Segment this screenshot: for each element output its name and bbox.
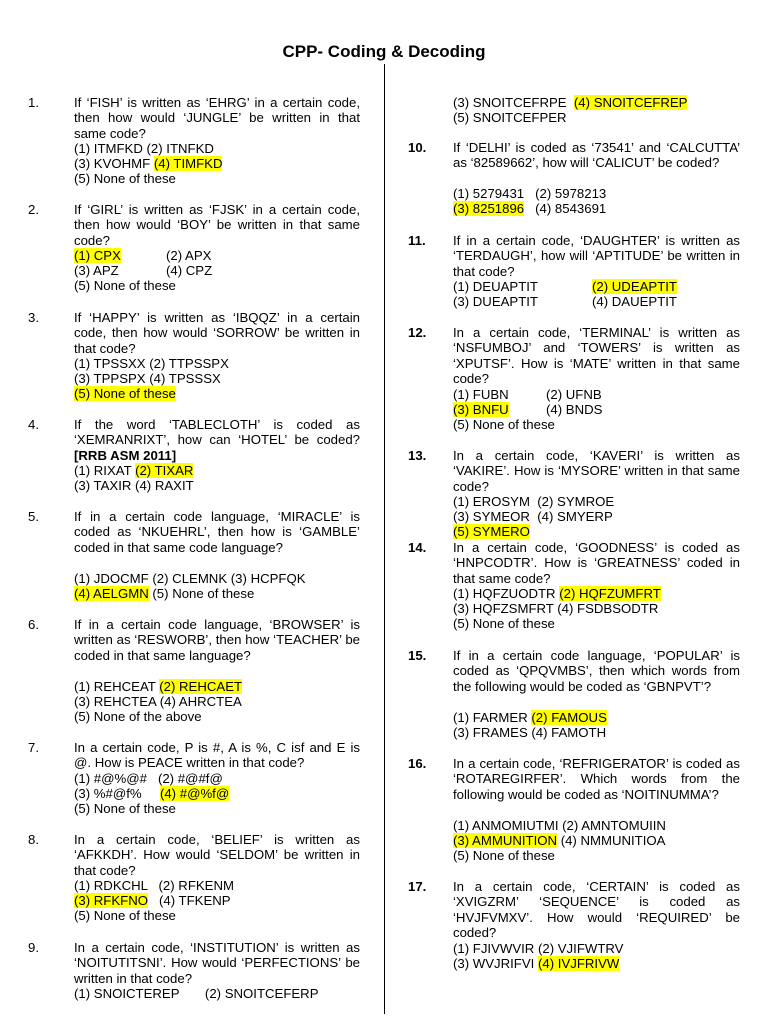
option-line: (4) BNDS [546,402,603,417]
answer-highlight: (3) AMMUNITION [453,833,558,848]
answer-highlight: (2) TIXAR [135,463,194,478]
option-line: (5) None of these [74,171,176,186]
answer-highlight: (4) AELGMN [74,586,149,601]
option-text: (4) TFKENP [148,893,231,908]
option-line: (1) #@%@# (2) #@#f@ [74,771,223,786]
option-line: (5) None of these [74,908,176,923]
page-title: CPP- Coding & Decoding [282,42,486,61]
question-stem: In a certain code, ‘TERMINAL’ is written as ‘NSFUMBOJ’ and ‘TOWERS’ is written as ‘XPUTSF’. How is ‘MATE’ written in that same code? [453,325,740,387]
option-line: (1) RDKCHL (2) RFKENM [74,878,234,893]
option-line: (3) APZ [74,263,119,278]
option-text: (3) %#@f% [74,786,160,801]
option-line [592,279,677,294]
answer-highlight: (5) None of these [74,386,176,401]
option-line [74,786,229,801]
option-text: (3) WVJRIFVI [453,956,538,971]
answer-highlight: (5) SYMERO [453,524,530,539]
option-text: (1) FARMER [453,710,532,725]
answer-highlight: (2) FAMOUS [531,710,607,725]
option-line [74,248,121,263]
question-number: 11. [408,233,426,248]
option-line: (1) EROSYM (2) SYMROE [453,494,615,509]
question-stem: If in a certain code language, ‘BROWSER’ is written as ‘RESWORB’, then how ‘TEACHER’ be coded in that same language? [74,617,360,663]
question-number: 16. [408,756,427,771]
option-line [453,402,509,417]
option-line [74,156,222,171]
question-stem: If in a certain code language, ‘POPULAR’ is coded as ‘QPQVMBS’, then which words from the following would be coded as ‘GBNPVT’? [453,648,740,694]
question-number: 1. [28,95,39,110]
option-line: (3) SYMEOR (4) SMYERP [453,509,613,524]
option-text: (1) REHCEAT [74,679,160,694]
option-text: (5) None of these [148,586,255,601]
option-line: (1) ITMFKD (2) ITNFKD [74,141,214,156]
option-line: (5) None of these [453,616,555,631]
question-stem: In a certain code, ‘REFRIGERATOR’ is coded as ‘ROTAREGIRFER’. Which words from the following would be coded as ‘NOITINUMMA’? [453,756,740,802]
answer-highlight: (3) BNFU [453,402,509,417]
question-number: 5. [28,509,39,524]
option-line [74,679,242,694]
option-line [453,95,687,110]
question-number: 6. [28,617,39,632]
question-stem: If ‘HAPPY’ is written as ‘IBQQZ’ in a certain code, then how would ‘SORROW’ be written in that code? [74,310,360,356]
answer-highlight: (2) REHCAET [159,679,243,694]
option-line: (5) None of these [74,801,176,816]
question-stem: In a certain code, ‘CERTAIN’ is coded as ‘XVIGZRM’ ‘SEQUENCE’ is coded as ‘HVJFVMXV’. How would ‘REQUIRED’ be coded? [453,879,740,941]
question-stem: In a certain code, P is #, A is %, C isf and E is @. How is PEACE written in that code? [74,740,360,771]
answer-highlight: (4) TIMFKD [153,156,223,171]
option-line [74,463,193,478]
option-line: (3) REHCTEA (4) AHRCTEA [74,694,242,709]
question-number: 12. [408,325,427,340]
question-stem [74,417,360,463]
question-number: 17. [408,879,427,894]
question-stem: If ‘FISH’ is written as ‘EHRG’ in a certain code, then how would ‘JUNGLE’ be written in that same code? [74,95,360,141]
option-line: (1) ANMOMIUTMI (2) AMNTOMUIIN [453,818,666,833]
option-line [453,201,606,216]
answer-highlight: (4) #@%f@ [159,786,230,801]
option-line: (1) TPSSXX (2) TTPSSPX [74,356,229,371]
option-line: (3) FRAMES (4) FAMOTH [453,725,607,740]
question-number: 3. [28,310,39,325]
question-stem: If in a certain code language, ‘MIRACLE’ is coded as ‘NKUEHRL’, then how is ‘GAMBLE’ coded in that same code language? [74,509,360,555]
stem-text: If the word ‘TABLECLOTH’ is coded as ‘XEMRANRIXT’, how can ‘HOTEL’ be coded? [74,417,360,448]
option-line: (4) CPZ [166,263,213,278]
option-line: (4) DAUEPTIT [592,294,677,309]
option-line: (3) TAXIR (4) RAXIT [74,478,194,493]
question-number: 8. [28,832,39,847]
question-number: 14. [408,540,427,555]
option-line: (5) None of these [74,278,176,293]
option-line: (3) DUEAPTIT [453,294,538,309]
option-line: (3) TPPSPX (4) TPSSSX [74,371,221,386]
question-number: 9. [28,940,39,955]
option-line: (1) DEUAPTIT [453,279,538,294]
option-text: (4) NMMUNITIOA [557,833,666,848]
option-line [453,586,661,601]
question-stem: If ‘DELHI’ is coded as ‘73541’ and ‘CALCUTTA’ as ‘82589662’, how will ‘CALICUT’ be coded? [453,140,740,171]
answer-highlight: (3) RFKFNO [74,893,148,908]
question-number: 2. [28,202,39,217]
option-line [453,833,665,848]
question-stem: If ‘GIRL’ is written as ‘FJSK’ in a certain code, then how would ‘BOY’ be written in that same code? [74,202,360,248]
option-line: (2) UFNB [546,387,602,402]
option-line [453,956,619,971]
option-line [74,586,254,601]
option-line: (1) FUBN [453,387,509,402]
option-line [74,386,176,401]
option-text: (4) 8543691 [524,201,607,216]
option-line: (1) 5279431 (2) 5978213 [453,186,607,201]
question-stem: In a certain code, ‘INSTITUTION’ is written as ‘NOITUTITSNI’. How would ‘PERFECTIONS’ be written in that code? [74,940,360,986]
option-line: (1) JDOCMF (2) CLEMNK (3) HCPFQK [74,571,306,586]
option-line: (3) HQFZSMFRT (4) FSDBSODTR [453,601,659,616]
option-line [74,893,231,908]
question-number: 10. [408,140,427,155]
option-line: (1) FJIVWVIR (2) VJIFWTRV [453,941,624,956]
option-line: (5) None of these [453,848,555,863]
question-stem: In a certain code, ‘KAVERI’ is written as ‘VAKIRE’. How is ‘MYSORE’ written in that same code? [453,448,740,494]
option-line [453,524,530,539]
answer-highlight: (4) SNOITCEFREP [573,95,688,110]
answer-highlight: (1) CPX [74,248,121,263]
question-stem: In a certain code, ‘GOODNESS’ is coded as ‘HNPCODTR’. How is ‘GREATNESS’ coded in that same code? [453,540,740,586]
answer-highlight: (2) HQFZUMFRT [559,586,661,601]
question-number: 15. [408,648,427,663]
option-line [453,710,607,725]
question-number: 4. [28,417,39,432]
column-divider [384,64,385,1014]
option-line: (5) None of the above [74,709,202,724]
option-text: (1) RIXAT [74,463,136,478]
question-number: 7. [28,740,39,755]
exam-tag: [RRB ASM 2011] [74,447,177,463]
question-number: 13. [408,448,427,463]
option-line: (5) SNOITCEFPER [453,110,567,125]
option-text: (3) SNOITCEFRPE [453,95,574,110]
option-text: (3) KVOHMF [74,156,154,171]
question-stem: In a certain code, ‘BELIEF’ is written as ‘AFKKDH’. How would ‘SELDOM’ be written in that code? [74,832,360,878]
answer-highlight: (4) IVJFRIVW [538,956,620,971]
option-line: (2) APX [166,248,212,263]
option-line: (5) None of these [453,417,555,432]
option-text: (1) HQFZUODTR [453,586,560,601]
answer-highlight: (2) UDEAPTIT [592,279,677,294]
option-line: (1) SNOICTEREP (2) SNOITCEFERP [74,986,319,1001]
answer-highlight: (3) 8251896 [453,201,525,216]
question-stem: If in a certain code, ‘DAUGHTER’ is written as ‘TERDAUGH’, how will ‘APTITUDE’ be written in that code? [453,233,740,279]
